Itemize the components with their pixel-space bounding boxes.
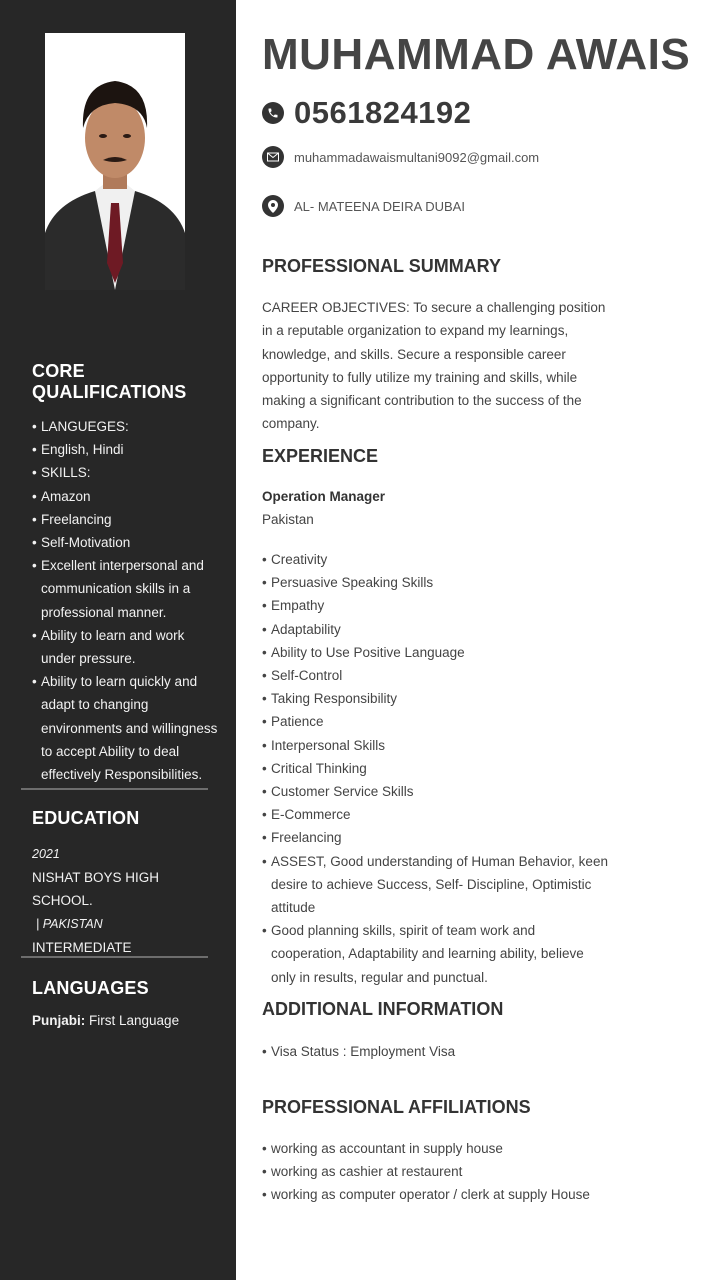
list-item: • SKILLS: [32, 461, 222, 484]
list-item: • Ability to Use Positive Language [262, 641, 612, 664]
core-qualifications-list [32, 415, 222, 786]
address-row [262, 195, 465, 217]
language-level: First Language [89, 1013, 180, 1028]
list-item: • Patience [262, 710, 612, 733]
list-item: • Good planning skills, spirit of team work and cooperation, Adaptability and learning ability, believe only in results, regular and punctual. [262, 919, 612, 989]
list-item: • Visa Status : Employment Visa [262, 1040, 612, 1063]
divider [21, 788, 208, 790]
experience-list [262, 548, 612, 989]
education-school: NISHAT BOYS HIGH SCHOOL. [32, 870, 160, 909]
location-pin-icon [262, 195, 284, 217]
education-year: 2021 [32, 847, 60, 861]
list-item: • Empathy [262, 594, 612, 617]
core-qualifications-section [32, 361, 222, 786]
language-name: Punjabi: [32, 1013, 86, 1028]
education-section [32, 808, 222, 959]
list-item: • Self-Control [262, 664, 612, 687]
email-row [262, 146, 539, 168]
languages-section [32, 978, 222, 1028]
list-item: • Interpersonal Skills [262, 734, 612, 757]
list-item: • Creativity [262, 548, 612, 571]
list-item: • Taking Responsibility [262, 687, 612, 710]
phone-number[interactable]: 0561824192 [294, 95, 472, 130]
list-item: • ASSEST, Good understanding of Human Behavior, keen desire to achieve Success, Self- Discipline, Optimistic attitude [262, 850, 612, 920]
list-item: • Ability to learn and work under pressure. [32, 624, 222, 670]
list-item: • LANGUEGES: [32, 415, 222, 438]
candidate-name: MUHAMMAD AWAIS [262, 30, 691, 79]
list-item: • Adaptability [262, 618, 612, 641]
job-location: Pakistan [262, 512, 314, 527]
list-item: • Excellent interpersonal and communication skills in a professional manner. [32, 554, 222, 624]
list-item: • working as computer operator / clerk at supply House [262, 1183, 612, 1206]
list-item: • Freelancing [262, 826, 612, 849]
email-address[interactable]: muhammadawaismultani9092@gmail.com [294, 149, 540, 165]
divider [21, 956, 208, 958]
list-item: • Customer Service Skills [262, 780, 612, 803]
education-entry [32, 843, 222, 959]
education-country: | PAKISTAN [36, 916, 103, 931]
job-title: Operation Manager [262, 489, 386, 504]
list-item: • Self-Motivation [32, 531, 222, 554]
list-item: • Persuasive Speaking Skills [262, 571, 612, 594]
additional-info-list [262, 1040, 612, 1063]
list-item: • Amazon [32, 485, 222, 508]
list-item: • Ability to learn quickly and adapt to changing environments and willingness to accept Ability to deal effectively Responsibilities. [32, 670, 222, 786]
list-item: • English, Hindi [32, 438, 222, 461]
additional-info-title: ADDITIONAL INFORMATION [262, 999, 504, 1019]
languages-title: LANGUAGES [32, 978, 149, 998]
affiliations-list [262, 1137, 612, 1207]
list-item: • E-Commerce [262, 803, 612, 826]
language-entry [32, 1013, 222, 1028]
education-title: EDUCATION [32, 808, 140, 828]
affiliations-title: PROFESSIONAL AFFILIATIONS [262, 1097, 531, 1117]
phone-row [262, 95, 471, 131]
list-item: • Freelancing [32, 508, 222, 531]
address-text: AL- MATEENA DEIRA DUBAI [294, 198, 465, 214]
list-item: • working as cashier at restaurent [262, 1160, 612, 1183]
summary-title: PROFESSIONAL SUMMARY [262, 256, 502, 276]
phone-icon [262, 102, 284, 124]
list-item: • Critical Thinking [262, 757, 612, 780]
education-level: INTERMEDIATE [32, 939, 132, 955]
summary-text: CAREER OBJECTIVES: To secure a challenging position in a reputable organization to expand my learnings, knowledge, and skills. Secure a responsible career opportunity to fully utilize my training and skills, while making a significant contribution to the success of the company. [262, 300, 606, 432]
sidebar [0, 0, 236, 1280]
experience-title: EXPERIENCE [262, 446, 379, 466]
envelope-icon [262, 146, 284, 168]
core-qualifications-title: CORE QUALIFICATIONS [32, 361, 187, 402]
list-item: • working as accountant in supply house [262, 1137, 612, 1160]
profile-photo [45, 33, 185, 290]
